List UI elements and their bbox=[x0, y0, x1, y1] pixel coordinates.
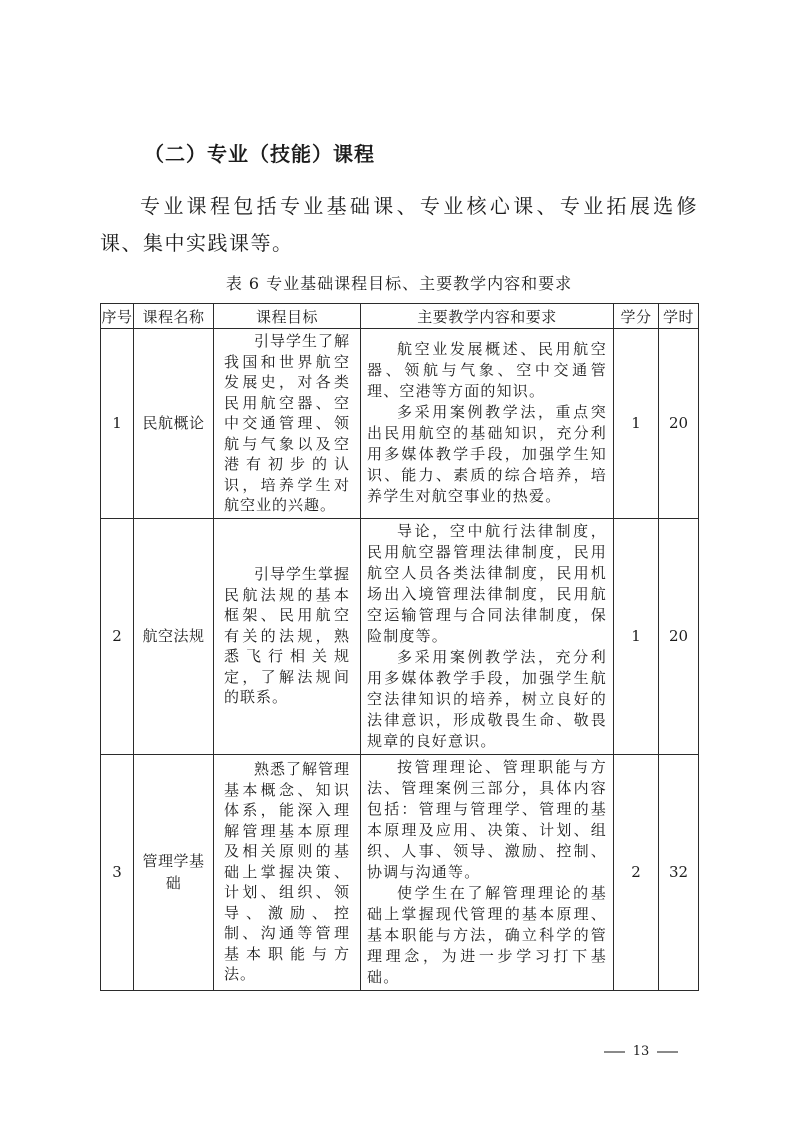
page-number-value: 13 bbox=[632, 1044, 650, 1059]
content-paragraph-1: 导论，空中航行法律制度，民用航空器管理法律制度，民用航空人员各类法律制度，民用机场出入境管理法律制度，民用航空运输管理与合同法律制度，保险制度等。 bbox=[367, 521, 607, 645]
document-page-content bbox=[100, 140, 698, 991]
hours-cell: 20 bbox=[659, 329, 699, 519]
course-table bbox=[100, 303, 699, 991]
table-caption: 表 6 专业基础课程目标、主要教学内容和要求 bbox=[225, 274, 573, 293]
hours-cell: 20 bbox=[659, 518, 699, 754]
table-header-row bbox=[101, 304, 699, 329]
table-row bbox=[101, 518, 699, 754]
seq-cell: 2 bbox=[101, 518, 134, 754]
page-number bbox=[596, 1044, 686, 1059]
content-paragraph-2: 多采用案例教学法，重点突出民用航空的基础知识，充分利用多媒体教学手段，加强学生知识、能力、素质的综合培养，培养学生对航空事业的热爱。 bbox=[367, 403, 607, 506]
table-row bbox=[101, 754, 699, 990]
hours-cell: 32 bbox=[659, 754, 699, 990]
course-goal-cell bbox=[214, 329, 361, 519]
seq-cell: 3 bbox=[101, 754, 134, 990]
content-paragraph-1: 按管理理论、管理职能与方法、管理案例三部分，具体内容包括：管理与管理学、管理的基本原理及应用、决策、计划、组织、人事、领导、激励、控制、协调与沟通等。 bbox=[367, 757, 607, 881]
page-number-dash-left bbox=[604, 1051, 625, 1053]
column-header-teaching-content: 主要教学内容和要求 bbox=[361, 304, 614, 329]
content-paragraph-2: 使学生在了解管理理论的基础上掌握现代管理的基本原理、基本职能与方法，确立科学的管理理念，为进一步学习打下基础。 bbox=[367, 883, 607, 986]
course-name-cell: 民航概论 bbox=[134, 329, 214, 519]
column-header-seq: 序号 bbox=[101, 304, 134, 329]
credits-cell: 2 bbox=[614, 754, 659, 990]
goal-paragraph: 熟悉了解管理基本概念、知识体系，能深入理解管理基本原理及相关原则的基础上掌握决策、计划、组织、领导、激励、控制、沟通等管理基本职能与方法。 bbox=[224, 760, 351, 984]
intro-paragraph: 专业课程包括专业基础课、专业核心课、专业拓展选修课、集中实践课等。 bbox=[100, 194, 698, 255]
column-header-course-name: 课程名称 bbox=[134, 304, 214, 329]
column-header-credits: 学分 bbox=[614, 304, 659, 329]
table-row bbox=[101, 329, 699, 519]
seq-cell: 1 bbox=[101, 329, 134, 519]
column-header-hours: 学时 bbox=[659, 304, 699, 329]
credits-cell: 1 bbox=[614, 518, 659, 754]
section-heading: （二）专业（技能）课程 bbox=[144, 142, 375, 166]
content-paragraph-1: 航空业发展概述、民用航空器、领航与气象、空中交通管理、空港等方面的知识。 bbox=[367, 340, 607, 401]
column-header-course-goal: 课程目标 bbox=[214, 304, 361, 329]
page-number-dash-right bbox=[657, 1051, 678, 1053]
course-content-cell bbox=[361, 754, 614, 990]
content-paragraph-2: 多采用案例教学法，充分利用多媒体教学手段，加强学生航空法律知识的培养，树立良好的法律意识，形成敬畏生命、敬畏规章的良好意识。 bbox=[367, 647, 607, 750]
course-goal-cell bbox=[214, 518, 361, 754]
goal-paragraph: 引导学生了解我国和世界航空发展史，对各类民用航空器、空中交通管理、领航与气象以及空港有初步的认识，培养学生对航空业的兴趣。 bbox=[224, 332, 351, 514]
course-content-cell bbox=[361, 329, 614, 519]
goal-paragraph: 引导学生掌握民航法规的基本框架、民用航空有关的法规，熟悉飞行相关规定，了解法规间的联系。 bbox=[224, 565, 351, 707]
course-name-cell: 管理学基础 bbox=[134, 754, 214, 990]
credits-cell: 1 bbox=[614, 329, 659, 519]
course-content-cell bbox=[361, 518, 614, 754]
course-goal-cell bbox=[214, 754, 361, 990]
course-name-cell: 航空法规 bbox=[134, 518, 214, 754]
